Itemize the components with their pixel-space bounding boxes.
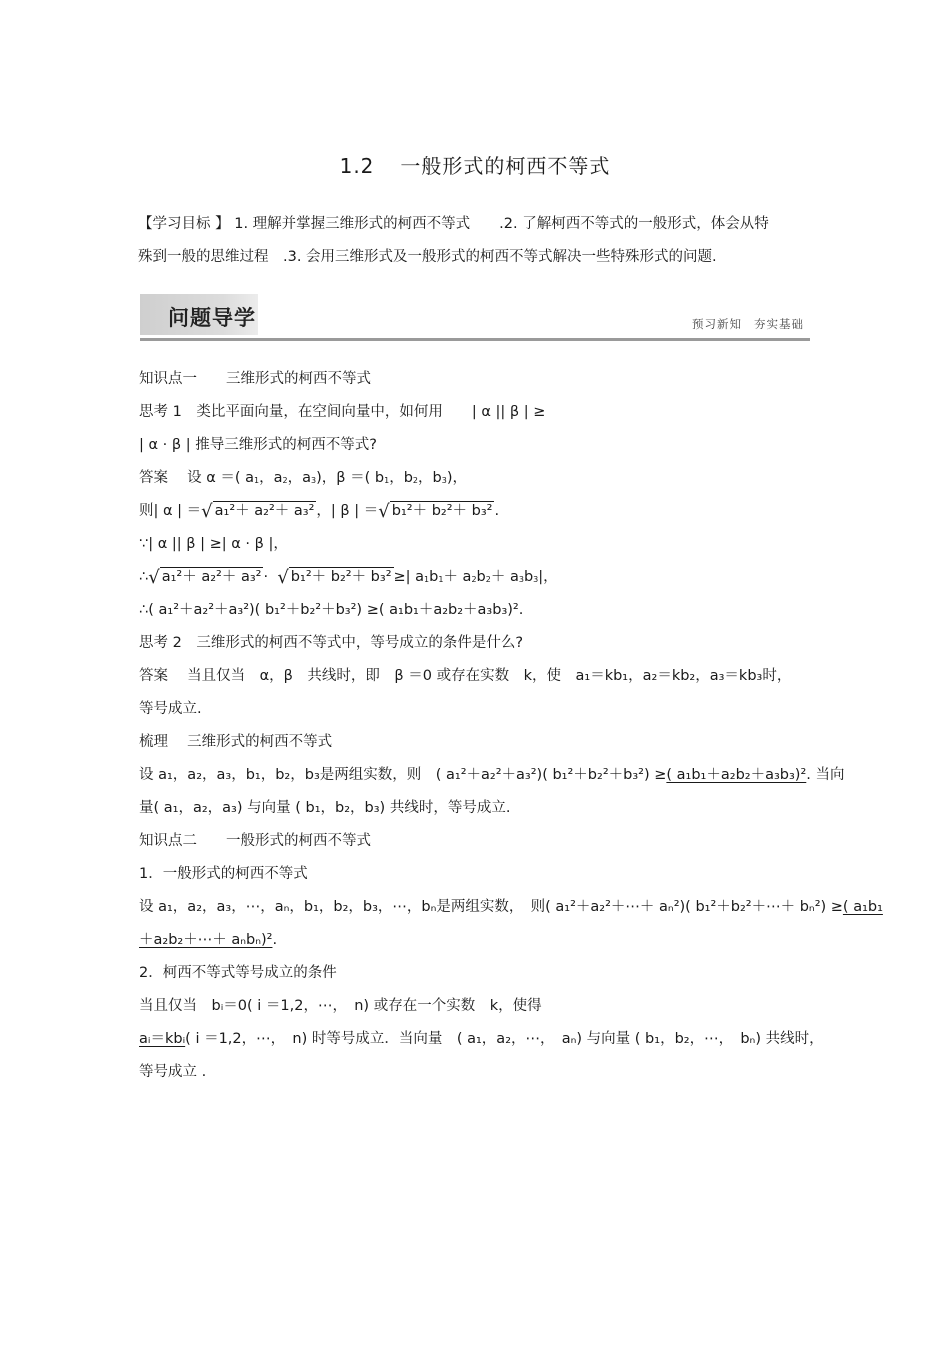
objectives-line-1: 【学习目标 】 1. 理解并掌握三维形式的柯西不等式 .2. 了解柯西不等式的一般形式，体会从特 [138,216,769,232]
text: . [272,932,278,948]
fill-blank: ＋a₂b₂＋⋯＋ aₙbₙ)² [139,932,273,948]
text: ，b [418,470,442,486]
knowledge-point-1-heading: 知识点一 三维形式的柯西不等式 [139,371,371,387]
sqrt-b: b₁²＋ b₂²＋ b₃² [391,503,493,519]
page-title [0,150,950,179]
general-form-line-2 [139,924,819,957]
answer-1-line-3: ∵| α || β | ≥| α · β |， [139,536,288,552]
text: 设 a₁，a₂，a₃，b₁，b₂，b₃是两组实数，则 ( a₁²＋a₂²＋a₃²)( b₁²＋b₂²＋b₃²) ≥ [139,767,667,783]
answer-1-line-2 [139,495,819,528]
think-1-question-cont: | α · β | 推导三维形式的柯西不等式? [139,437,377,453]
answer-2-line-2: 等号成立. [139,701,202,717]
text: ，a [287,470,312,486]
text: ∴ [139,569,149,585]
text: )，β ＝( b [316,470,385,486]
sqrt-b: b₁²＋ b₂²＋ b₃² [290,569,392,585]
section-title: 一般形式的柯西不等式 [400,154,611,178]
banner-subtitle [680,316,804,332]
fill-blank: ( a₁b₁＋a₂b₂＋a₃b₃)² [666,767,807,783]
text: 答案 设 α ＝( a [139,470,255,486]
text: ＋ a [490,569,519,585]
text: |， [538,569,558,585]
think-2-question: 思考 2 三维形式的柯西不等式中，等号成立的条件是什么? [139,635,524,651]
sqrt-sign: √ [378,501,390,522]
sub: 1 [438,575,444,584]
sqrt-sign: √ [148,567,160,588]
answer-2-line-1: 答案 当且仅当 α，β 共线时，即 β ＝0 或存在实数 k，使 a₁＝kb₁，a₂＝kb₂，a₃＝kb₃时， [139,668,792,684]
equality-condition-line-1: 当且仅当 bᵢ＝0( i ＝1,2，⋯， n) 或存在一个实数 k，使得 [139,998,542,1014]
text: 则| α | ＝ [139,503,202,519]
banner-subtitle-1: 预习新知 [692,317,742,331]
text: · [263,569,269,585]
general-form-line-1 [139,891,883,924]
sub: 1 [254,476,260,485]
text: b [429,569,439,585]
text: ，a [259,470,283,486]
sqrt-a: a₁²＋ a₂²＋ a₃² [214,503,315,519]
text: ≥| a [393,569,425,585]
summary-line-1 [139,759,845,792]
equality-condition-line-2 [139,1023,824,1056]
text: . [494,503,500,519]
sqrt-sign: √ [201,501,213,522]
sub: 3 [441,476,447,485]
learning-objectives [138,208,818,274]
sub: 3 [518,575,524,584]
section-banner [140,294,810,341]
answer-1-line-5: ∴( a₁²＋a₂²＋a₃²)( b₁²＋b₂²＋b₃²) ≥( a₁b₁＋a₂b₂＋a₃b₃)². [139,602,524,618]
sub: 2 [282,476,288,485]
sub: 3 [533,575,539,584]
sqrt-a: a₁²＋ a₂²＋ a₃² [161,569,262,585]
knowledge-point-2-heading: 知识点二 一般形式的柯西不等式 [139,833,371,849]
fill-blank: ( a₁b₁ [842,899,883,915]
subsection-2-heading: 2．柯西不等式等号成立的条件 [139,965,337,981]
summary-line-2: 量( a₁，a₂，a₃) 与向量 ( b₁，b₂，b₃) 共线时，等号成立. [139,800,511,816]
text: ( i ＝1,2，⋯， n) 时等号成立．当向量 ( a₁，a₂，⋯， aₙ) 与向量 ( b₁，b₂，⋯， bₙ) 共线时， [185,1031,824,1047]
text: b [523,569,534,585]
sub: 2 [412,476,419,485]
text: ＋ a [443,569,472,585]
answer-1-line-4 [139,561,819,594]
text: ，| β | ＝ [316,503,379,519]
banner-title: 问题导学 [168,306,256,330]
text: . 当向 [806,767,845,783]
section-number: 1.2 [339,154,375,178]
sub: 2 [471,575,477,584]
sub: 2 [485,575,491,584]
fill-blank: aᵢ＝kbᵢ [139,1031,186,1047]
banner-subtitle-2: 夯实基础 [754,317,804,331]
sub: 1 [424,575,430,584]
sub: 3 [311,476,317,485]
text: 设 a₁，a₂，a₃，⋯，aₙ，b₁，b₂，b₃，⋯，bₙ是两组实数， 则( a₁²＋a₂²＋⋯＋ aₙ²)( b₁²＋b₂²＋⋯＋ bₙ²) ≥ [139,899,843,915]
think-1-question: 思考 1 类比平面向量，在空间向量中，如何用 | α || β | ≥ [139,404,546,420]
content-body [139,363,883,1089]
sqrt-sign: √ [277,567,289,588]
objectives-line-2: 殊到一般的思维过程 .3. 会用三维形式及一般形式的柯西不等式解决一些特殊形式的问题. [138,249,717,265]
text: )， [446,470,467,486]
sub: 1 [384,476,390,485]
answer-1-line-1 [139,462,819,495]
text: ，b [389,470,413,486]
subsection-1-heading: 1．一般形式的柯西不等式 [139,866,308,882]
text: b [476,569,486,585]
summary-heading: 梳理 三维形式的柯西不等式 [139,734,333,750]
equality-condition-line-3: 等号成立 . [139,1064,207,1080]
